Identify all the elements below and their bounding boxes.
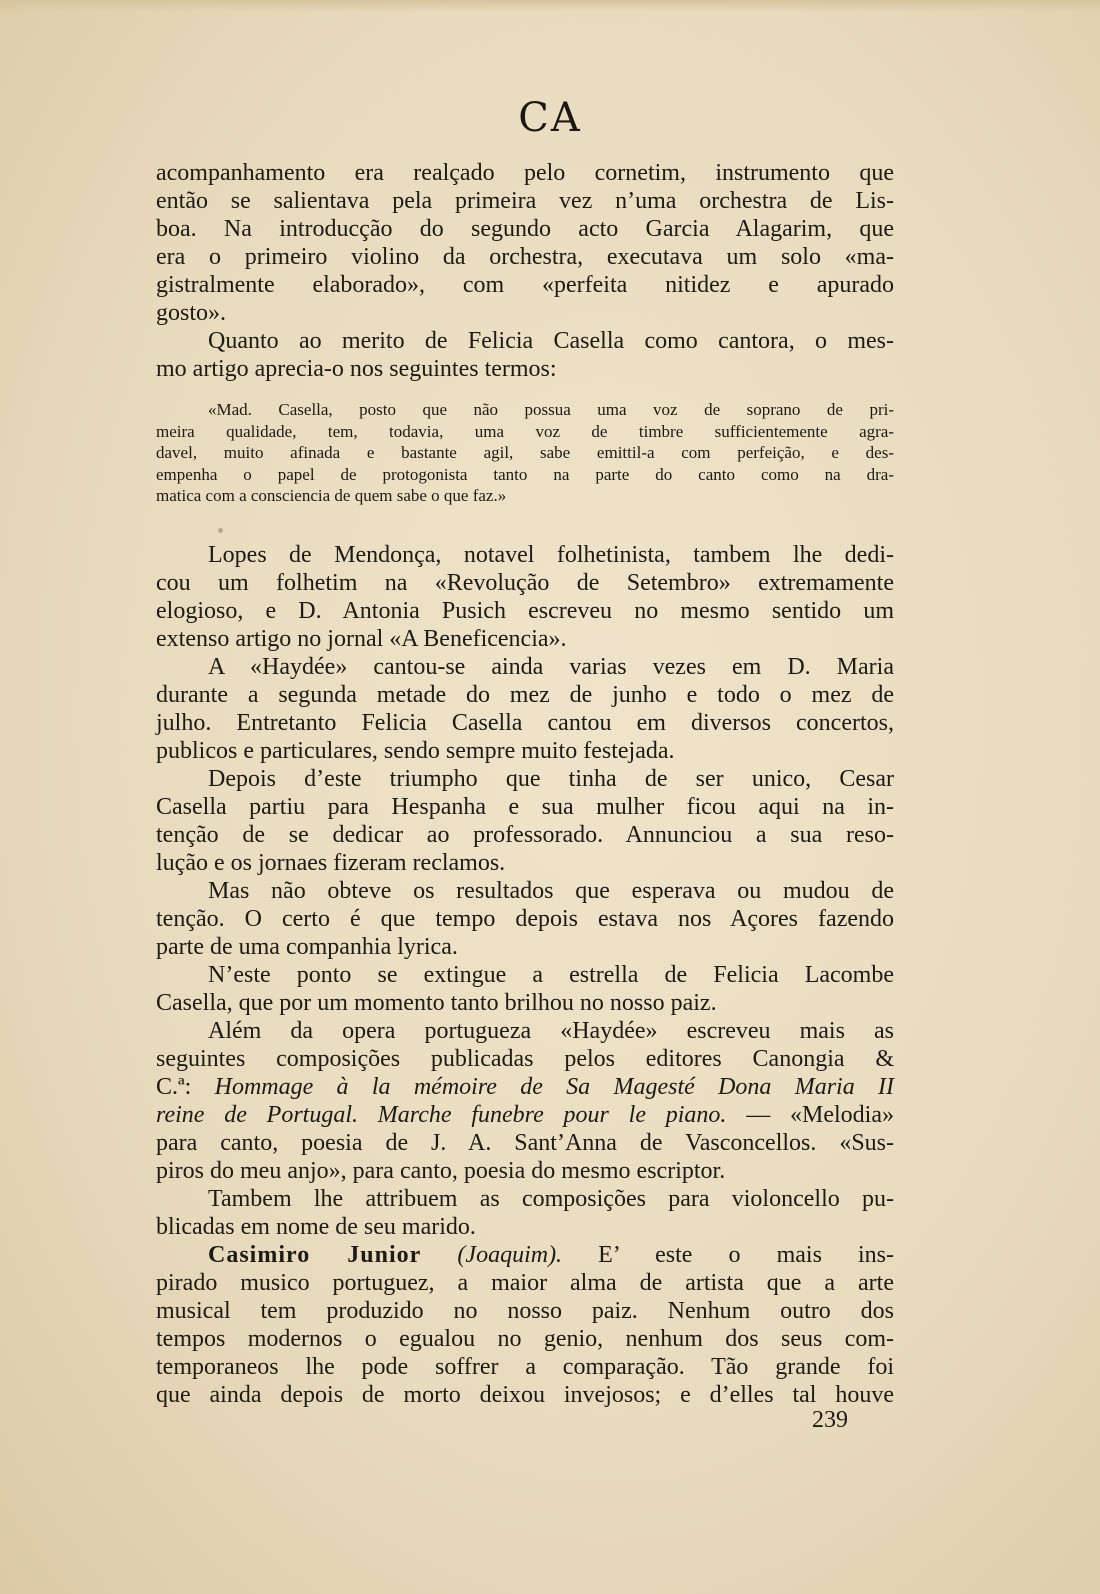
text-line: blicadas em nome de seu marido. [156, 1213, 476, 1240]
text-line: Lopes de Mendonça, notavel folhetinista, tambem lhe dedi- [208, 541, 894, 568]
text-line: Casella partiu para Hespanha e sua mulher ficou aqui na in- [156, 793, 894, 820]
italic-title: reine de Portugal. Marche funebre pour le piano. [156, 1101, 727, 1128]
block-quote [156, 399, 894, 507]
paragraph-9 [156, 1185, 894, 1241]
paragraph-10 [156, 1241, 894, 1409]
text-line: tenção. O certo é que tempo depois estava nos Açores fazendo [156, 905, 894, 932]
entry-title: Casimiro Junior [208, 1241, 422, 1268]
text-line: julho. Entretanto Felicia Casella cantou em diversos concertos, [156, 709, 894, 736]
text-line: extenso artigo no jornal «A Beneficencia». [156, 625, 567, 652]
text-line: parte de uma companhia lyrica. [156, 933, 458, 960]
text-line: acompanhamento era realçado pelo cornetim, instrumento que [156, 160, 894, 186]
text-line: pirado musico portuguez, a maior alma de artista que a arte [156, 1269, 894, 1296]
text-line: musical tem produzido no nosso paiz. Nenhum outro dos [156, 1297, 894, 1324]
paragraph-4 [156, 653, 894, 765]
paragraph-5 [156, 765, 894, 877]
text-line: N’este ponto se extingue a estrella de Felicia Lacombe [208, 961, 894, 988]
text-line: que ainda depois de morto deixou invejosos; e d’elles tal houve [156, 1381, 894, 1408]
text-line: elogioso, e D. Antonia Pusich escreveu no mesmo sentido um [156, 597, 894, 624]
text-line: lução e os jornaes fizeram reclamos. [156, 849, 506, 876]
text-line: gosto». [156, 300, 227, 326]
text-line: tempos modernos o egualou no genio, nenhum dos seus com- [156, 1325, 894, 1352]
text-line: gistralmente elaborado», com «perfeita nitidez e apurado [156, 272, 894, 298]
paragraph-6 [156, 877, 894, 961]
text-line: Tambem lhe attribuem as composições para violoncello pu- [208, 1185, 894, 1212]
text-line: era o primeiro violino da orchestra, executava um solo «ma- [156, 244, 894, 270]
text-segment: — «Melodia» [726, 1101, 894, 1128]
text-line: mo artigo aprecia-o nos seguintes termos: [156, 356, 557, 382]
text-line: temporaneos lhe pode soffrer a comparação. Tão grande foi [156, 1353, 894, 1380]
running-header: CA [518, 95, 582, 141]
text-column [156, 159, 894, 1409]
text-line: tenção de se dedicar ao professorado. Annunciou a sua reso- [156, 821, 894, 848]
text-segment: C.ª: [156, 1073, 215, 1100]
text-line [156, 1073, 894, 1101]
ink-speck [218, 528, 223, 533]
text-line: então se salientava pela primeira vez n’uma orchestra de Lis- [156, 188, 894, 214]
quote-line: «Mad. Casella, posto que não possua uma voz de soprano de pri- [208, 400, 894, 419]
text-line: Casella, que por um momento tanto brilhou no nosso paiz. [156, 989, 717, 1016]
paragraph-1 [156, 159, 894, 327]
quote-line: empenha o papel de protogonista tanto na parte do canto como na dra- [156, 464, 894, 484]
italic-title: Hommage à la mémoire de Sa Magesté Dona Maria II [214, 1073, 894, 1100]
text-line: Depois d’este triumpho que tinha de ser unico, Cesar [208, 765, 894, 792]
text-line [156, 1241, 894, 1269]
entry-subtitle: (Joaquim). [457, 1241, 563, 1268]
text-line: cou um folhetim na «Revolução de Setembro» extremamente [156, 569, 894, 596]
text-line [156, 1101, 894, 1129]
text-line: Quanto ao merito de Felicia Casella como cantora, o mes- [208, 328, 894, 354]
quote-line: davel, muito afinada e bastante agil, sabe emittil-a com perfeição, e des- [156, 443, 894, 462]
page-number: 239 [812, 1407, 848, 1433]
text-segment: E’ este o mais ins- [562, 1241, 895, 1268]
text-line: Mas não obteve os resultados que esperava ou mudou de [208, 877, 894, 904]
quote-line: meira qualidade, tem, todavia, uma voz de timbre sufficientemente agra- [156, 421, 894, 441]
text-line: Além da opera portugueza «Haydée» escreveu mais as [208, 1017, 894, 1044]
text-line: piros do meu anjo», para canto, poesia do mesmo escriptor. [156, 1157, 726, 1184]
text-line: publicos e particulares, sendo sempre muito festejada. [156, 737, 675, 764]
paragraph-2 [156, 327, 894, 383]
text-line: A «Haydée» cantou-se ainda varias vezes em D. Maria [208, 653, 894, 680]
paragraph-8 [156, 1017, 894, 1185]
text-line: durante a segunda metade do mez de junho e todo o mez de [156, 681, 894, 708]
quote-line: matica com a consciencia de quem sabe o que faz.» [156, 486, 507, 505]
paragraph-7 [156, 961, 894, 1017]
text-line: boa. Na introducção do segundo acto Garcia Alagarim, que [156, 216, 894, 242]
text-line: seguintes composições publicadas pelos editores Canongia & [156, 1045, 894, 1072]
paragraph-3 [156, 541, 894, 653]
text-line: para canto, poesia de J. A. Sant’Anna de Vasconcellos. «Sus- [156, 1129, 894, 1156]
page-top-edge [0, 0, 1100, 12]
